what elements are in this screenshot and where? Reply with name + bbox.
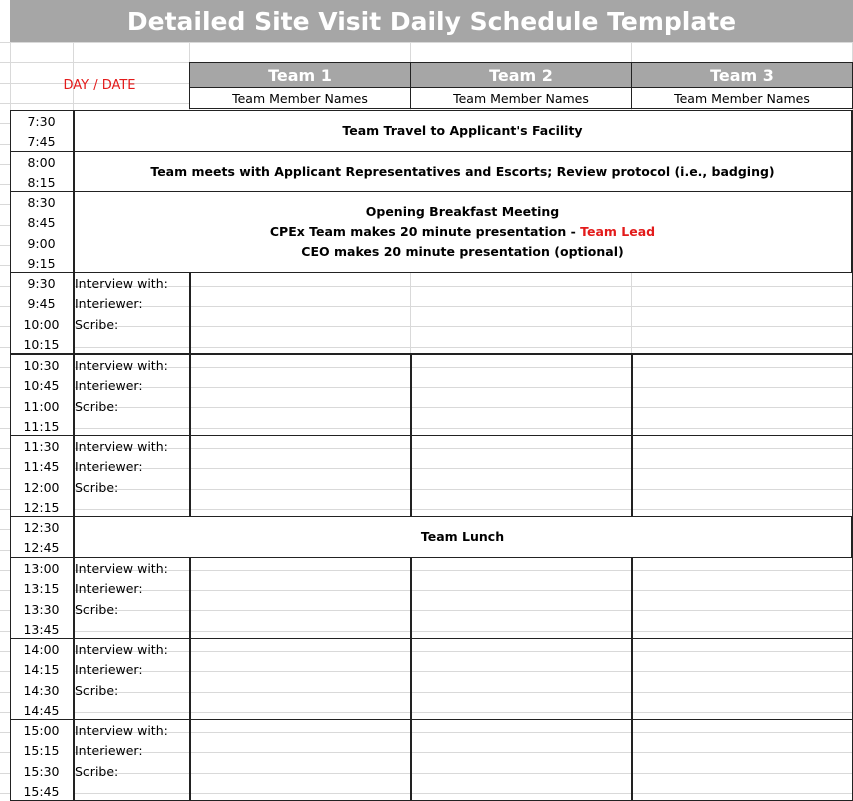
event-line: CEO makes 20 minute presentation (optional) <box>301 244 624 259</box>
time-cell[interactable]: 11:15 <box>10 416 73 436</box>
time-cell[interactable]: 13:15 <box>10 578 73 598</box>
interview-label[interactable]: Interview with: <box>75 275 168 291</box>
event-cell[interactable] <box>73 516 852 558</box>
time-cell[interactable]: 8:15 <box>10 172 73 192</box>
time-cell[interactable]: 14:30 <box>10 680 73 700</box>
time-cell[interactable]: 15:00 <box>10 720 73 740</box>
day-date-label[interactable]: DAY / DATE <box>63 77 136 93</box>
event-line: CPEx Team makes 20 minute presentation - <box>269 224 581 239</box>
team-2-header[interactable]: Team 2 <box>410 62 632 88</box>
time-column-divider <box>73 516 75 557</box>
interview-label[interactable]: Interiewer: <box>75 742 143 758</box>
team-3-members[interactable]: Team Member Names <box>631 88 853 109</box>
time-column-divider <box>73 151 75 192</box>
interview-label[interactable]: Interiewer: <box>75 580 143 596</box>
event-text <box>342 121 582 141</box>
time-cell[interactable]: 9:30 <box>10 273 73 293</box>
time-cell[interactable]: 7:30 <box>10 111 73 131</box>
time-cell[interactable]: 10:45 <box>10 375 73 395</box>
time-cell[interactable]: 13:30 <box>10 599 73 619</box>
time-cell[interactable]: 15:15 <box>10 740 73 760</box>
team-1-cell[interactable] <box>190 273 410 353</box>
time-cell[interactable]: 13:45 <box>10 619 73 639</box>
time-cell[interactable]: 11:45 <box>10 456 73 476</box>
event-text <box>421 527 504 547</box>
time-cell[interactable]: 9:45 <box>10 293 73 313</box>
team-2-cell[interactable] <box>411 720 631 800</box>
time-cell[interactable]: 9:15 <box>10 253 73 273</box>
interview-label[interactable]: Interiewer: <box>75 661 143 677</box>
team-3-cell[interactable] <box>632 355 852 435</box>
time-cell[interactable]: 14:00 <box>10 639 73 659</box>
team-1-cell[interactable] <box>190 355 410 435</box>
team-2-cell[interactable] <box>411 436 631 516</box>
interview-label[interactable]: Scribe: <box>75 601 119 617</box>
time-column-divider <box>73 638 75 719</box>
interview-label[interactable]: Interview with: <box>75 641 168 657</box>
time-cell[interactable]: 14:15 <box>10 659 73 679</box>
interview-label[interactable]: Scribe: <box>75 316 119 332</box>
interview-label[interactable]: Scribe: <box>75 398 119 414</box>
team-1-cell[interactable] <box>190 639 410 719</box>
time-column-divider <box>73 272 75 353</box>
time-cell[interactable]: 15:30 <box>10 761 73 781</box>
time-cell[interactable]: 12:00 <box>10 477 73 497</box>
time-cell[interactable]: 13:00 <box>10 558 73 578</box>
time-cell[interactable]: 10:30 <box>10 355 73 375</box>
interview-label[interactable]: Interview with: <box>75 438 168 454</box>
time-cell[interactable]: 14:45 <box>10 700 73 720</box>
team-1-cell[interactable] <box>190 720 410 800</box>
team-1-cell[interactable] <box>190 558 410 638</box>
time-cell[interactable]: 8:45 <box>10 212 73 232</box>
team-2-members[interactable]: Team Member Names <box>410 88 632 109</box>
event-line: Opening Breakfast Meeting <box>365 204 560 219</box>
team-2-cell[interactable] <box>411 558 631 638</box>
time-cell[interactable]: 7:45 <box>10 131 73 151</box>
interview-label[interactable]: Interview with: <box>75 560 168 576</box>
time-cell[interactable]: 11:00 <box>10 396 73 416</box>
team-2-cell[interactable] <box>411 355 631 435</box>
team-1-cell[interactable] <box>190 436 410 516</box>
time-column-divider <box>73 110 75 151</box>
team-3-cell[interactable] <box>632 436 852 516</box>
interview-label[interactable]: Scribe: <box>75 682 119 698</box>
time-cell[interactable]: 8:30 <box>10 192 73 212</box>
team-3-cell[interactable] <box>632 639 852 719</box>
page-title: Detailed Site Visit Daily Schedule Template <box>10 0 853 42</box>
team-3-cell[interactable] <box>632 273 852 353</box>
interview-label[interactable]: Interiewer: <box>75 458 143 474</box>
event-cell[interactable] <box>73 151 852 193</box>
event-line: Team meets with Applicant Representatives and Escorts; Review protocol (i.e., badging) <box>150 164 775 179</box>
event-text <box>150 162 774 182</box>
time-column-divider <box>73 435 75 516</box>
interview-label[interactable]: Interview with: <box>75 357 168 373</box>
team-lead-highlight: Team Lead <box>580 224 656 239</box>
time-cell[interactable]: 12:30 <box>10 517 73 537</box>
team-2-cell[interactable] <box>411 639 631 719</box>
time-column-divider <box>73 719 75 800</box>
gridline-horizontal <box>0 42 853 43</box>
team-2-cell[interactable] <box>411 273 631 353</box>
team-1-members[interactable]: Team Member Names <box>189 88 411 109</box>
time-cell[interactable]: 12:15 <box>10 497 73 517</box>
event-text <box>366 202 560 222</box>
time-column-divider <box>73 557 75 638</box>
interview-label[interactable]: Interview with: <box>75 722 168 738</box>
interview-label[interactable]: Interiewer: <box>75 295 143 311</box>
interview-label[interactable]: Scribe: <box>75 763 119 779</box>
time-cell[interactable]: 15:45 <box>10 781 73 801</box>
interview-label[interactable]: Interiewer: <box>75 377 143 393</box>
event-line: Team Lunch <box>420 529 505 544</box>
time-cell[interactable]: 9:00 <box>10 233 73 253</box>
time-cell[interactable]: 11:30 <box>10 436 73 456</box>
time-cell[interactable]: 8:00 <box>10 152 73 172</box>
time-column-divider <box>73 354 75 435</box>
time-cell[interactable]: 10:00 <box>10 314 73 334</box>
time-cell[interactable]: 12:45 <box>10 537 73 557</box>
time-column-divider <box>73 191 75 272</box>
event-line: Team Travel to Applicant's Facility <box>342 123 583 138</box>
team-3-cell[interactable] <box>632 720 852 800</box>
team-3-header[interactable]: Team 3 <box>631 62 853 88</box>
team-1-header[interactable]: Team 1 <box>189 62 411 88</box>
event-text <box>270 222 655 242</box>
event-cell[interactable] <box>73 191 852 273</box>
event-cell[interactable] <box>73 110 852 152</box>
interview-label[interactable]: Scribe: <box>75 479 119 495</box>
time-cell[interactable]: 10:15 <box>10 334 73 354</box>
event-text <box>301 242 623 262</box>
team-3-cell[interactable] <box>632 558 852 638</box>
